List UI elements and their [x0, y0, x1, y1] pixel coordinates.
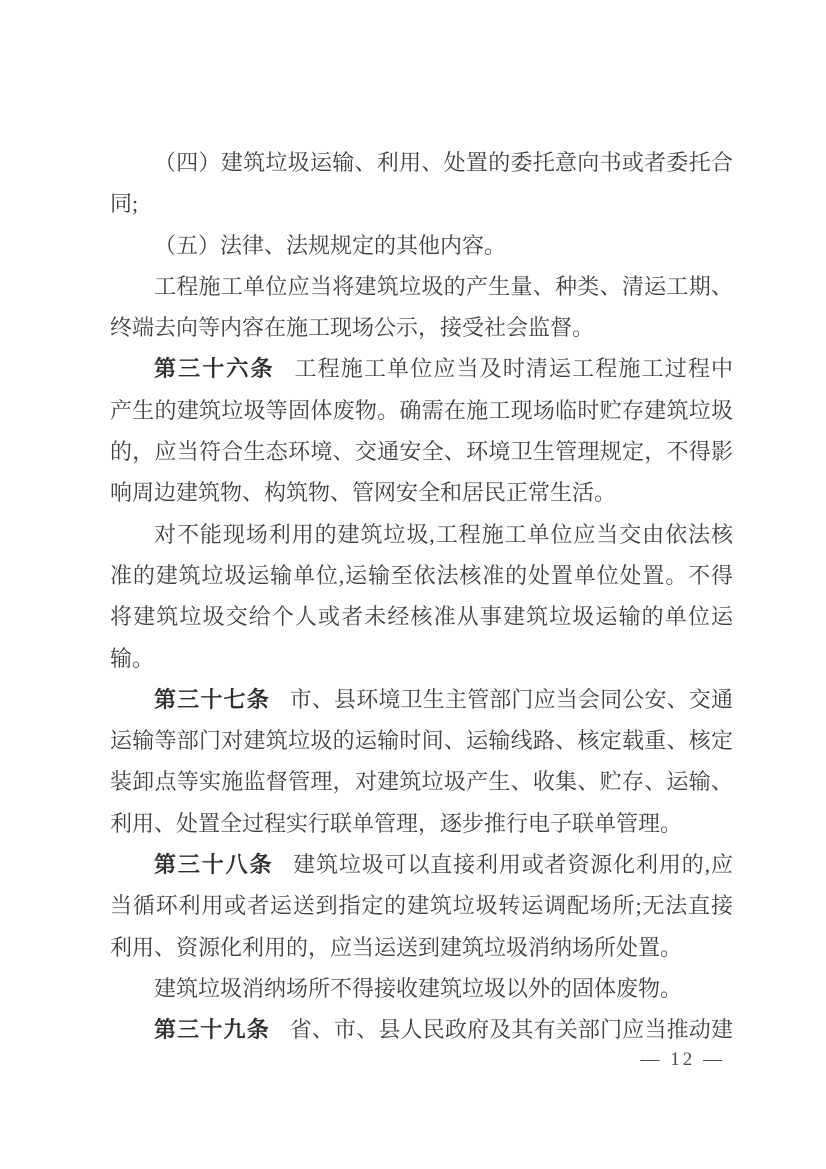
text-line	[110, 225, 733, 266]
text-line	[110, 803, 733, 844]
text-line	[110, 142, 733, 183]
text-line	[110, 596, 733, 637]
text-line	[110, 307, 733, 348]
article-number: 第三十八条	[154, 852, 274, 878]
text-line	[110, 885, 733, 926]
line-text: 利用、资源化利用的，应当运送到建筑垃圾消纳场所处置。	[110, 934, 683, 960]
article-number: 第三十七条	[154, 686, 270, 712]
text-line	[110, 638, 733, 679]
page-number: — 12 —	[640, 1049, 725, 1070]
line-text: 省、市、县人民政府及其有关部门应当推动建	[289, 1017, 733, 1043]
text-line	[110, 390, 733, 431]
line-text: 终端去向等内容在施工现场公示，接受社会监督。	[110, 315, 595, 341]
text-line	[110, 266, 733, 307]
text-line	[110, 1009, 733, 1050]
line-text: 建筑垃圾消纳场所不得接收建筑垃圾以外的固体废物。	[154, 975, 683, 1001]
line-text: （五）法律、法规规定的其他内容。	[154, 232, 507, 258]
text-line	[110, 720, 733, 761]
line-text: 同;	[110, 191, 139, 217]
text-line	[110, 968, 733, 1009]
text-line	[110, 679, 733, 720]
line-text: 市、县环境卫生主管部门应当会同公安、交通	[289, 686, 733, 712]
text-line	[110, 472, 733, 513]
document-body	[110, 142, 733, 1051]
text-line	[110, 183, 733, 224]
text-line	[110, 348, 733, 389]
line-text: 的，应当符合生态环境、交通安全、环境卫生管理规定，不得影	[110, 439, 733, 465]
text-line	[110, 431, 733, 472]
line-text: 工程施工单位应当及时清运工程施工过程中	[294, 356, 733, 382]
article-number: 第三十九条	[154, 1017, 270, 1043]
line-text: 装卸点等实施监督管理，对建筑垃圾产生、收集、贮存、运输、	[110, 769, 733, 795]
line-text: 将建筑垃圾交给个人或者未经核准从事建筑垃圾运输的单位运	[110, 604, 733, 630]
text-line	[110, 844, 733, 885]
line-text: 响周边建筑物、构筑物、管网安全和居民正常生活。	[110, 480, 617, 506]
text-line	[110, 927, 733, 968]
line-text: 运输等部门对建筑垃圾的运输时间、运输线路、核定载重、核定	[110, 728, 733, 754]
article-number: 第三十六条	[154, 356, 275, 382]
line-text: 输。	[110, 645, 155, 671]
text-line	[110, 555, 733, 596]
line-text: 对不能现场利用的建筑垃圾,工程施工单位应当交由依法核	[154, 521, 733, 547]
line-text: 建筑垃圾可以直接利用或者资源化利用的,应	[293, 852, 733, 878]
line-text: 利用、处置全过程实行联单管理，逐步推行电子联单管理。	[110, 810, 683, 836]
line-text: 工程施工单位应当将建筑垃圾的产生量、种类、清运工期、	[154, 273, 733, 299]
text-line	[110, 514, 733, 555]
text-line	[110, 761, 733, 802]
line-text: 准的建筑垃圾运输单位,运输至依法核准的处置单位处置。不得	[110, 562, 733, 588]
line-text: （四）建筑垃圾运输、利用、处置的委托意向书或者委托合	[154, 150, 733, 175]
line-text: 当循环利用或者运送到指定的建筑垃圾转运调配场所;无法直接	[110, 893, 733, 919]
line-text: 产生的建筑垃圾等固体废物。确需在施工现场临时贮存建筑垃圾	[110, 397, 733, 423]
